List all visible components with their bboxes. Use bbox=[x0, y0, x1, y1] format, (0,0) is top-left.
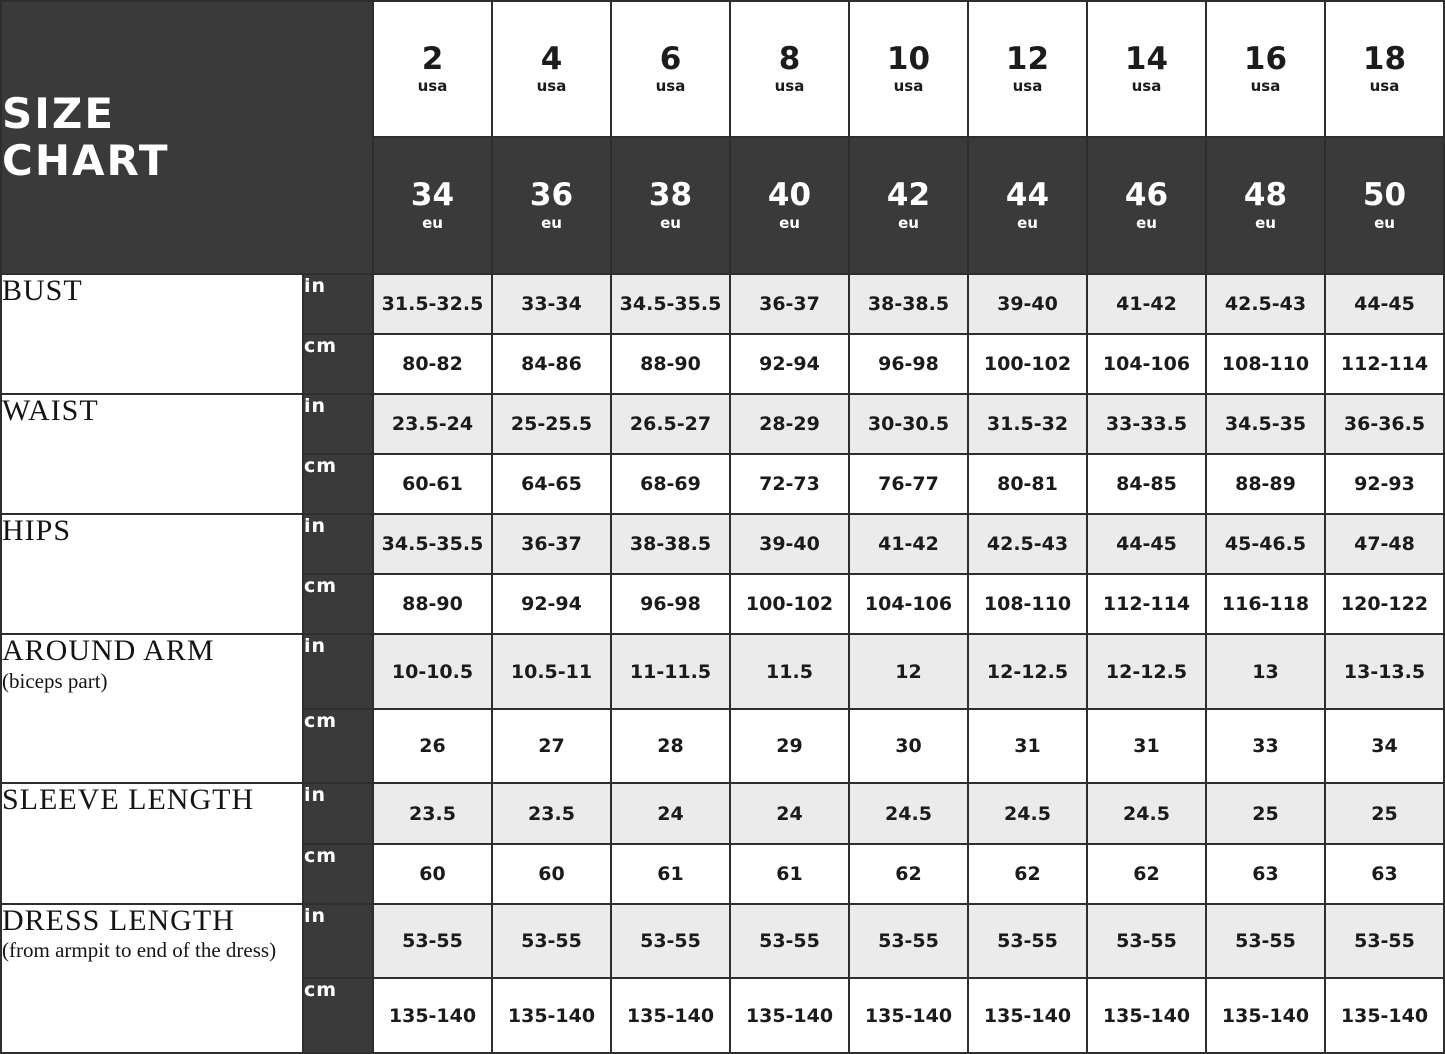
measurement-label-main: HIPS bbox=[2, 514, 72, 548]
value-cell-centimeters: 80-81 bbox=[968, 454, 1087, 514]
value-cell-centimeters: 76-77 bbox=[849, 454, 968, 514]
measurement-row-inches bbox=[1, 634, 1444, 709]
size-header-usa-unit: usa bbox=[1012, 77, 1043, 96]
value-cell-centimeters: 96-98 bbox=[849, 334, 968, 394]
chart-title-line-1: SIZE bbox=[2, 89, 116, 139]
value-cell-centimeters: 108-110 bbox=[1206, 334, 1325, 394]
size-header-usa bbox=[968, 1, 1087, 137]
size-header-eu-unit: eu bbox=[422, 213, 443, 232]
value-cell-inches: 53-55 bbox=[611, 904, 730, 979]
value-cell-centimeters: 135-140 bbox=[1206, 978, 1325, 1053]
value-cell-inches: 31.5-32.5 bbox=[373, 274, 492, 334]
size-header-eu-number: 36 bbox=[529, 177, 574, 214]
unit-cell-inches: in bbox=[303, 904, 373, 979]
size-header-eu-number: 34 bbox=[410, 177, 455, 214]
value-cell-inches: 28-29 bbox=[730, 394, 849, 454]
header-row-usa bbox=[1, 1, 1444, 137]
size-header-usa bbox=[1087, 1, 1206, 137]
value-cell-inches: 39-40 bbox=[730, 514, 849, 574]
value-cell-inches: 39-40 bbox=[968, 274, 1087, 334]
size-header-eu-number: 50 bbox=[1362, 177, 1407, 214]
size-header-eu bbox=[1206, 137, 1325, 273]
value-cell-centimeters: 104-106 bbox=[1087, 334, 1206, 394]
value-cell-inches: 44-45 bbox=[1087, 514, 1206, 574]
measurement-label bbox=[1, 634, 303, 783]
value-cell-inches: 12 bbox=[849, 634, 968, 709]
value-cell-inches: 24.5 bbox=[1087, 783, 1206, 843]
value-cell-inches: 12-12.5 bbox=[968, 634, 1087, 709]
unit-cell-inches: in bbox=[303, 274, 373, 334]
value-cell-centimeters: 92-94 bbox=[492, 574, 611, 634]
size-header-eu bbox=[611, 137, 730, 273]
unit-cell-centimeters: cm bbox=[303, 574, 373, 634]
value-cell-inches: 10-10.5 bbox=[373, 634, 492, 709]
size-header-usa bbox=[492, 1, 611, 137]
value-cell-inches: 53-55 bbox=[968, 904, 1087, 979]
unit-cell-centimeters: cm bbox=[303, 334, 373, 394]
size-header-eu-number: 38 bbox=[648, 177, 693, 214]
size-header-eu bbox=[849, 137, 968, 273]
value-cell-inches: 30-30.5 bbox=[849, 394, 968, 454]
value-cell-centimeters: 62 bbox=[849, 844, 968, 904]
value-cell-inches: 11.5 bbox=[730, 634, 849, 709]
chart-title bbox=[1, 1, 373, 274]
size-header-usa-unit: usa bbox=[417, 77, 448, 96]
measurement-label-sub: (from armpit to end of the dress) bbox=[2, 938, 277, 963]
measurement-label-main: SLEEVE LENGTH bbox=[2, 783, 255, 817]
unit-cell-centimeters: cm bbox=[303, 454, 373, 514]
value-cell-inches: 42.5-43 bbox=[1206, 274, 1325, 334]
value-cell-inches: 31.5-32 bbox=[968, 394, 1087, 454]
value-cell-centimeters: 33 bbox=[1206, 709, 1325, 784]
measurement-label bbox=[1, 514, 303, 634]
value-cell-inches: 53-55 bbox=[849, 904, 968, 979]
value-cell-centimeters: 31 bbox=[968, 709, 1087, 784]
measurement-label bbox=[1, 783, 303, 903]
size-header-usa-unit: usa bbox=[655, 77, 686, 96]
value-cell-centimeters: 92-94 bbox=[730, 334, 849, 394]
measurement-label bbox=[1, 274, 303, 394]
value-cell-inches: 38-38.5 bbox=[611, 514, 730, 574]
measurement-row-inches bbox=[1, 783, 1444, 843]
value-cell-centimeters: 135-140 bbox=[492, 978, 611, 1053]
value-cell-centimeters: 100-102 bbox=[968, 334, 1087, 394]
value-cell-centimeters: 60 bbox=[492, 844, 611, 904]
value-cell-centimeters: 135-140 bbox=[611, 978, 730, 1053]
value-cell-inches: 24 bbox=[730, 783, 849, 843]
value-cell-centimeters: 84-85 bbox=[1087, 454, 1206, 514]
value-cell-inches: 13-13.5 bbox=[1325, 634, 1444, 709]
value-cell-centimeters: 112-114 bbox=[1325, 334, 1444, 394]
unit-cell-inches: in bbox=[303, 514, 373, 574]
size-header-usa-number: 4 bbox=[540, 40, 563, 77]
value-cell-inches: 41-42 bbox=[849, 514, 968, 574]
value-cell-inches: 24 bbox=[611, 783, 730, 843]
size-header-usa bbox=[1325, 1, 1444, 137]
size-header-usa-unit: usa bbox=[1369, 77, 1400, 96]
measurement-row-inches bbox=[1, 904, 1444, 979]
value-cell-inches: 24.5 bbox=[968, 783, 1087, 843]
size-header-usa bbox=[849, 1, 968, 137]
size-header-eu bbox=[1087, 137, 1206, 273]
value-cell-centimeters: 27 bbox=[492, 709, 611, 784]
value-cell-inches: 25 bbox=[1206, 783, 1325, 843]
value-cell-centimeters: 120-122 bbox=[1325, 574, 1444, 634]
size-header-eu-unit: eu bbox=[1136, 213, 1157, 232]
measurement-label bbox=[1, 904, 303, 1053]
value-cell-inches: 33-34 bbox=[492, 274, 611, 334]
size-header-usa-number: 8 bbox=[778, 40, 801, 77]
value-cell-inches: 38-38.5 bbox=[849, 274, 968, 334]
value-cell-inches: 23.5 bbox=[492, 783, 611, 843]
measurement-label-main: BUST bbox=[2, 273, 83, 307]
size-header-eu-number: 48 bbox=[1243, 177, 1288, 214]
value-cell-inches: 26.5-27 bbox=[611, 394, 730, 454]
chart-title-line-2: CHART bbox=[2, 136, 170, 186]
size-header-usa-number: 10 bbox=[886, 40, 931, 77]
size-header-usa-unit: usa bbox=[774, 77, 805, 96]
value-cell-centimeters: 28 bbox=[611, 709, 730, 784]
value-cell-centimeters: 135-140 bbox=[373, 978, 492, 1053]
size-header-usa-number: 16 bbox=[1243, 40, 1288, 77]
size-header-eu-unit: eu bbox=[779, 213, 800, 232]
size-header-eu-number: 42 bbox=[886, 177, 931, 214]
value-cell-centimeters: 72-73 bbox=[730, 454, 849, 514]
value-cell-inches: 10.5-11 bbox=[492, 634, 611, 709]
value-cell-inches: 36-37 bbox=[730, 274, 849, 334]
value-cell-centimeters: 29 bbox=[730, 709, 849, 784]
size-header-usa-unit: usa bbox=[536, 77, 567, 96]
value-cell-inches: 34.5-35.5 bbox=[373, 514, 492, 574]
value-cell-centimeters: 135-140 bbox=[849, 978, 968, 1053]
size-header-eu-number: 44 bbox=[1005, 177, 1050, 214]
value-cell-centimeters: 88-89 bbox=[1206, 454, 1325, 514]
value-cell-centimeters: 88-90 bbox=[373, 574, 492, 634]
value-cell-centimeters: 64-65 bbox=[492, 454, 611, 514]
size-header-usa-unit: usa bbox=[1250, 77, 1281, 96]
value-cell-inches: 25-25.5 bbox=[492, 394, 611, 454]
size-header-eu-unit: eu bbox=[1374, 213, 1395, 232]
value-cell-inches: 47-48 bbox=[1325, 514, 1444, 574]
measurement-label-main: WAIST bbox=[2, 393, 99, 427]
value-cell-inches: 36-37 bbox=[492, 514, 611, 574]
size-header-eu-number: 46 bbox=[1124, 177, 1169, 214]
value-cell-inches: 11-11.5 bbox=[611, 634, 730, 709]
value-cell-inches: 44-45 bbox=[1325, 274, 1444, 334]
size-header-eu bbox=[968, 137, 1087, 273]
size-header-usa-number: 12 bbox=[1005, 40, 1050, 77]
unit-cell-centimeters: cm bbox=[303, 844, 373, 904]
value-cell-inches: 53-55 bbox=[492, 904, 611, 979]
value-cell-inches: 25 bbox=[1325, 783, 1444, 843]
value-cell-inches: 24.5 bbox=[849, 783, 968, 843]
unit-cell-centimeters: cm bbox=[303, 978, 373, 1053]
size-header-eu bbox=[492, 137, 611, 273]
value-cell-inches: 42.5-43 bbox=[968, 514, 1087, 574]
value-cell-centimeters: 88-90 bbox=[611, 334, 730, 394]
size-header-eu bbox=[373, 137, 492, 273]
value-cell-inches: 34.5-35.5 bbox=[611, 274, 730, 334]
size-header-eu bbox=[1325, 137, 1444, 273]
size-header-usa-number: 14 bbox=[1124, 40, 1169, 77]
value-cell-centimeters: 31 bbox=[1087, 709, 1206, 784]
value-cell-centimeters: 68-69 bbox=[611, 454, 730, 514]
value-cell-centimeters: 112-114 bbox=[1087, 574, 1206, 634]
value-cell-inches: 45-46.5 bbox=[1206, 514, 1325, 574]
value-cell-centimeters: 34 bbox=[1325, 709, 1444, 784]
value-cell-centimeters: 60-61 bbox=[373, 454, 492, 514]
value-cell-centimeters: 62 bbox=[968, 844, 1087, 904]
value-cell-inches: 34.5-35 bbox=[1206, 394, 1325, 454]
value-cell-centimeters: 63 bbox=[1325, 844, 1444, 904]
measurement-label bbox=[1, 394, 303, 514]
size-header-eu-unit: eu bbox=[660, 213, 681, 232]
value-cell-inches: 12-12.5 bbox=[1087, 634, 1206, 709]
measurement-label-main: DRESS LENGTH bbox=[2, 903, 235, 937]
measurement-label-main: AROUND ARM bbox=[2, 634, 215, 668]
size-header-eu-unit: eu bbox=[541, 213, 562, 232]
value-cell-centimeters: 104-106 bbox=[849, 574, 968, 634]
value-cell-inches: 53-55 bbox=[1206, 904, 1325, 979]
value-cell-centimeters: 84-86 bbox=[492, 334, 611, 394]
value-cell-centimeters: 63 bbox=[1206, 844, 1325, 904]
value-cell-centimeters: 26 bbox=[373, 709, 492, 784]
value-cell-centimeters: 108-110 bbox=[968, 574, 1087, 634]
size-header-eu-unit: eu bbox=[1017, 213, 1038, 232]
size-header-usa-unit: usa bbox=[893, 77, 924, 96]
value-cell-centimeters: 135-140 bbox=[968, 978, 1087, 1053]
value-cell-centimeters: 30 bbox=[849, 709, 968, 784]
value-cell-inches: 53-55 bbox=[1087, 904, 1206, 979]
value-cell-centimeters: 92-93 bbox=[1325, 454, 1444, 514]
value-cell-centimeters: 60 bbox=[373, 844, 492, 904]
size-header-eu-unit: eu bbox=[1255, 213, 1276, 232]
size-header-eu-unit: eu bbox=[898, 213, 919, 232]
measurement-row-inches bbox=[1, 514, 1444, 574]
measurement-row-inches bbox=[1, 394, 1444, 454]
size-header-usa-number: 2 bbox=[421, 40, 444, 77]
value-cell-centimeters: 135-140 bbox=[1087, 978, 1206, 1053]
size-header-eu bbox=[730, 137, 849, 273]
size-header-usa-unit: usa bbox=[1131, 77, 1162, 96]
value-cell-centimeters: 96-98 bbox=[611, 574, 730, 634]
unit-cell-inches: in bbox=[303, 634, 373, 709]
size-header-eu-number: 40 bbox=[767, 177, 812, 214]
value-cell-centimeters: 100-102 bbox=[730, 574, 849, 634]
measurement-row-inches bbox=[1, 274, 1444, 334]
value-cell-centimeters: 62 bbox=[1087, 844, 1206, 904]
value-cell-centimeters: 61 bbox=[730, 844, 849, 904]
size-header-usa bbox=[730, 1, 849, 137]
value-cell-inches: 33-33.5 bbox=[1087, 394, 1206, 454]
size-header-usa bbox=[1206, 1, 1325, 137]
unit-cell-inches: in bbox=[303, 394, 373, 454]
value-cell-inches: 41-42 bbox=[1087, 274, 1206, 334]
measurement-label-sub: (biceps part) bbox=[2, 668, 108, 693]
value-cell-inches: 13 bbox=[1206, 634, 1325, 709]
size-header-usa-number: 6 bbox=[659, 40, 682, 77]
unit-cell-centimeters: cm bbox=[303, 709, 373, 784]
value-cell-inches: 36-36.5 bbox=[1325, 394, 1444, 454]
value-cell-inches: 53-55 bbox=[1325, 904, 1444, 979]
value-cell-inches: 53-55 bbox=[373, 904, 492, 979]
unit-cell-inches: in bbox=[303, 783, 373, 843]
size-header-usa-number: 18 bbox=[1362, 40, 1407, 77]
value-cell-inches: 23.5-24 bbox=[373, 394, 492, 454]
value-cell-inches: 23.5 bbox=[373, 783, 492, 843]
value-cell-centimeters: 116-118 bbox=[1206, 574, 1325, 634]
value-cell-centimeters: 80-82 bbox=[373, 334, 492, 394]
size-header-usa bbox=[611, 1, 730, 137]
size-header-usa bbox=[373, 1, 492, 137]
value-cell-centimeters: 61 bbox=[611, 844, 730, 904]
value-cell-centimeters: 135-140 bbox=[730, 978, 849, 1053]
value-cell-inches: 53-55 bbox=[730, 904, 849, 979]
value-cell-centimeters: 135-140 bbox=[1325, 978, 1444, 1053]
